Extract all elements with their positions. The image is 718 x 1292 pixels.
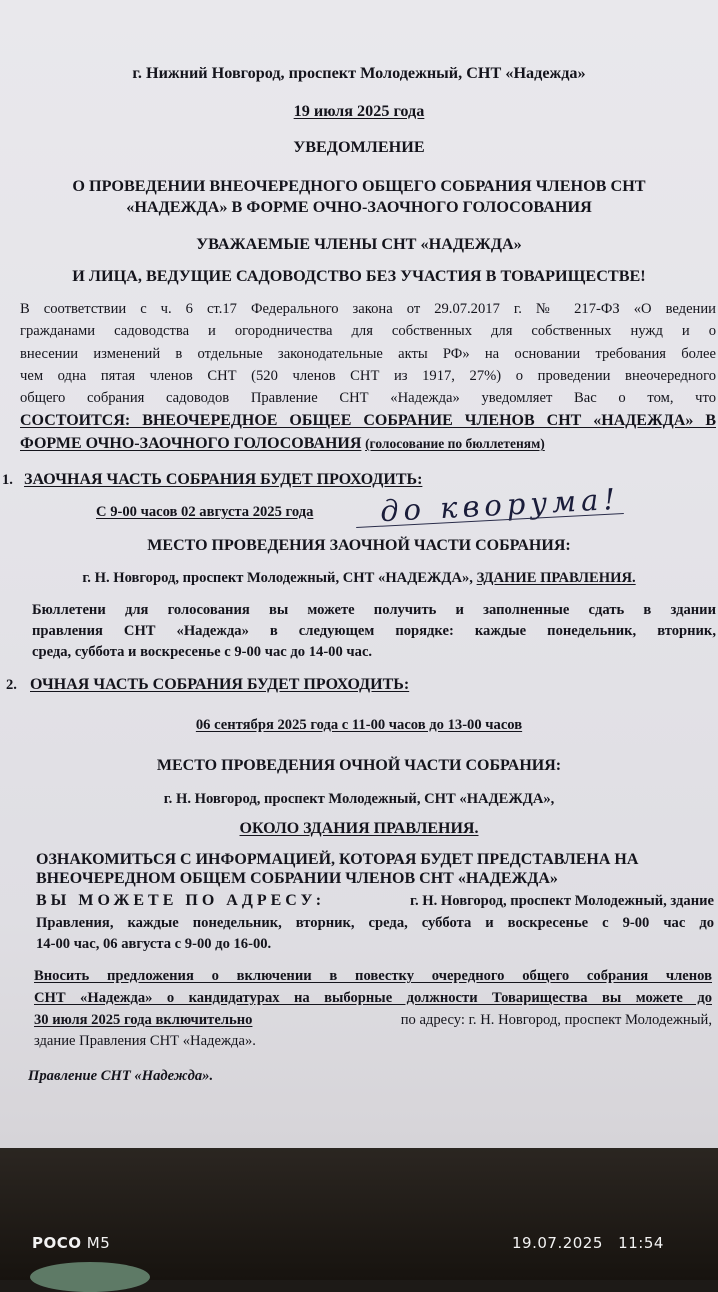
info-line-3-caps: ВЫ МОЖЕТЕ ПО АДРЕСУ:: [36, 892, 326, 909]
section-1-heading: ЗАОЧНАЯ ЧАСТЬ СОБРАНИЯ БУДЕТ ПРОХОДИТЬ:: [24, 471, 423, 488]
proposals-address: по адресу: г. Н. Новгород, проспект Молодежный,: [400, 1012, 712, 1028]
info-line-3-rest: г. Н. Новгород, проспект Молодежный, здание: [409, 893, 714, 909]
ballots-line: среда, суббота и воскресенье с 9-00 час до 14-00 час.: [32, 644, 373, 660]
voting-note: (голосование по бюллетеням): [365, 436, 545, 451]
camera-watermark-brand: [32, 1234, 110, 1252]
proposals-line-3: [34, 1011, 712, 1029]
info-line-4: Правления, каждые понедельник, вторник, среда, суббота и воскресенье с 9-00 час до: [36, 915, 714, 931]
watermark-date: 19.07.2025: [512, 1234, 603, 1252]
section-1-number: 1.: [2, 472, 13, 488]
section-2-place-building: ОКОЛО ЗДАНИЯ ПРАВЛЕНИЯ.: [239, 820, 479, 837]
info-line-2: ВНЕОЧЕРЕДНОМ ОБЩЕМ СОБРАНИИ ЧЛЕНОВ СНТ «НАДЕЖДА»: [36, 870, 558, 887]
subtitle-line-2: «НАДЕЖДА» В ФОРМЕ ОЧНО-ЗАОЧНОГО ГОЛОСОВАНИЯ: [126, 198, 592, 216]
section-2-datetime: 06 сентября 2025 года с 11-00 часов до 13-00 часов: [195, 717, 523, 733]
section-1-place-building: ЗДАНИЕ ПРАВЛЕНИЯ.: [476, 570, 636, 586]
intro-line: гражданами садоводства и огородничества для собственных для собственных нужд и о: [20, 323, 716, 339]
signature: Правление СНТ «Надежда».: [28, 1068, 214, 1084]
proposals-deadline: 30 июля 2025 года включительно: [34, 1012, 253, 1028]
section-1-place-heading: МЕСТО ПРОВЕДЕНИЯ ЗАОЧНОЙ ЧАСТИ СОБРАНИЯ:: [147, 537, 571, 554]
intro-line: чем одна пятая членов СНТ (520 членов СНТ из 1917, 27%) о проведении внеочередного: [20, 368, 716, 384]
section-2-place-text: г. Н. Новгород, проспект Молодежный, СНТ «НАДЕЖДА»,: [163, 791, 555, 807]
section-1-start: С 9-00 часов 02 августа 2025 года: [96, 504, 314, 520]
greeting-line-1: УВАЖАЕМЫЕ ЧЛЕНЫ СНТ «НАДЕЖДА»: [196, 235, 522, 253]
proposals-line-4: здание Правления СНТ «Надежда».: [34, 1033, 256, 1049]
info-line-5: 14-00 час, 06 августа с 9-00 до 16-00.: [36, 936, 272, 952]
document-title: УВЕДОМЛЕНИЕ: [293, 138, 425, 156]
proposals-line-2: СНТ «Надежда» о кандидатурах на выборные должности Товарищества вы можете до: [34, 990, 712, 1006]
cloth-corner: [30, 1262, 150, 1292]
table-surface: [0, 1148, 718, 1280]
intro-line: В соответствии с ч. 6 ст.17 Федерального закона от 29.07.2017 г. № 217-ФЗ «О ведении: [20, 301, 716, 317]
location-header: г. Нижний Новгород, проспект Молодежный, СНТ «Надежда»: [132, 64, 586, 82]
greeting-line-2: И ЛИЦА, ВЕДУЩИЕ САДОВОДСТВО БЕЗ УЧАСТИЯ В ТОВАРИЩЕСТВЕ!: [72, 267, 646, 285]
document-date: 19 июля 2025 года: [293, 102, 425, 120]
section-2-heading: ОЧНАЯ ЧАСТЬ СОБРАНИЯ БУДЕТ ПРОХОДИТЬ:: [30, 676, 410, 693]
proposals-line-1: Вносить предложения о включении в повестку очередного общего собрания членов: [34, 968, 712, 984]
camera-watermark-datetime: [512, 1234, 664, 1252]
intro-line: общего собрания садоводов Правление СНТ «Надежда» уведомляет Вас о том, что: [20, 390, 716, 406]
handwritten-note: до кворума!: [379, 481, 621, 529]
ballots-line: Бюллетени для голосования вы можете получить и заполненные сдать в здании: [32, 602, 716, 618]
info-line-1: ОЗНАКОМИТЬСЯ С ИНФОРМАЦИЕЙ, КОТОРАЯ БУДЕТ ПРЕДСТАВЛЕНА НА: [36, 851, 639, 868]
watermark-model: M5: [86, 1234, 111, 1252]
intro-bold-line-2: [20, 435, 545, 453]
intro-line: внесении изменений в отдельные законодательные акты РФ» на основании требования более: [20, 346, 716, 362]
intro-bold-line-1: СОСТОИТСЯ: ВНЕОЧЕРЕДНОЕ ОБЩЕЕ СОБРАНИЕ ЧЛЕНОВ СНТ «НАДЕЖДА» В: [20, 412, 716, 429]
form-of-voting: ФОРМЕ ОЧНО-ЗАОЧНОГО ГОЛОСОВАНИЯ: [20, 435, 362, 452]
section-1-place: [0, 569, 718, 587]
watermark-brand: POCO: [32, 1234, 82, 1252]
watermark-time: 11:54: [618, 1234, 664, 1252]
ballots-line: правления СНТ «Надежда» в следующем порядке: каждые понедельник, вторник,: [32, 623, 716, 639]
section-1-place-text: г. Н. Новгород, проспект Молодежный, СНТ «НАДЕЖДА»,: [82, 570, 473, 586]
section-2-place-heading: МЕСТО ПРОВЕДЕНИЯ ОЧНОЙ ЧАСТИ СОБРАНИЯ:: [156, 757, 562, 774]
info-line-3: [36, 892, 714, 910]
subtitle-line-1: О ПРОВЕДЕНИИ ВНЕОЧЕРЕДНОГО ОБЩЕГО СОБРАНИЯ ЧЛЕНОВ СНТ: [72, 177, 646, 195]
section-2-number: 2.: [6, 677, 17, 693]
